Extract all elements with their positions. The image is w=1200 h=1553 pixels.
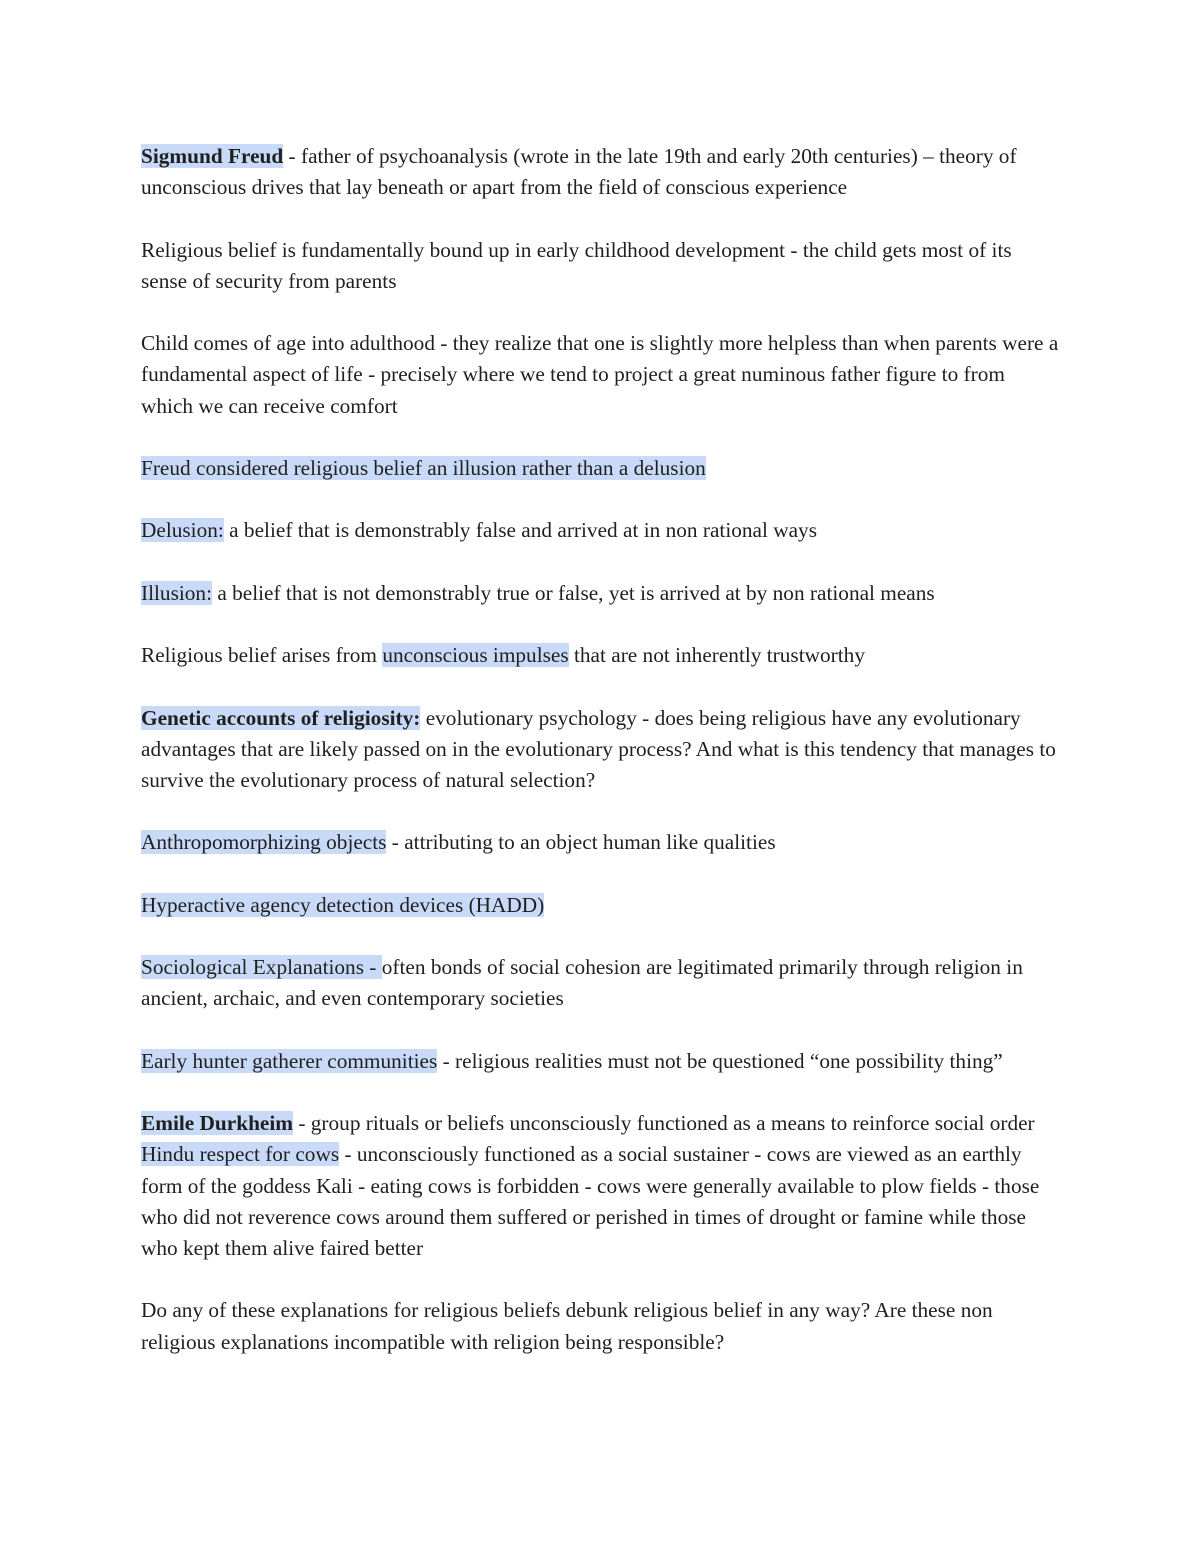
highlighted-text: Anthropomorphizing objects [141, 830, 387, 855]
body-text: Child comes of age into adulthood - they realize that one is slightly more helpless than when parents were a fundamental aspect of life - precisely where we tend to project a great numinous father figure to from which we can receive comfort [141, 331, 1059, 418]
highlighted-text: Delusion: [141, 518, 224, 543]
body-text: - group rituals or beliefs unconsciously functioned as a means to reinforce social order [293, 1111, 1035, 1136]
body-text: a belief that is demonstrably false and arrived at in non rational ways [223, 518, 817, 543]
body-text: - father of psychoanalysis (wrote in the late 19th and early 20th centuries) – theory of unconscious drives that lay beneath or apart from the field of conscious experience [141, 144, 1017, 200]
highlighted-text: Illusion: [141, 580, 212, 605]
paragraph-delusion-def [141, 515, 1061, 546]
paragraph-freud-intro [141, 141, 1061, 203]
body-text: - attributing to an object human like qualities [386, 830, 776, 855]
paragraph-closing-question [141, 1295, 1061, 1357]
body-text: evolutionary psychology - does being religious have any evolutionary advantages that are likely passed on in the evolutionary process? And what is this tendency that manages to survive the evolutionary process of natural selection? [141, 705, 1056, 792]
body-text: - unconsciously functioned as a social sustainer - cows are viewed as an earthly form of the goddess Kali - eating cows is forbidden - cows were generally available to plow fields - those who did not reverence cows around them suffered or perished in times of drought or famine while those who kept them alive faired better [141, 1142, 1040, 1260]
body-text: - religious realities must not be questioned “one possibility thing” [437, 1048, 1003, 1073]
highlighted-text: Early hunter gatherer communities [141, 1048, 438, 1073]
highlighted-text: Genetic accounts of religiosity: [141, 705, 421, 730]
paragraph-unconscious-impulses [141, 640, 1061, 671]
paragraph-durkheim [141, 1108, 1061, 1139]
paragraph-genetic-accounts [141, 703, 1061, 797]
paragraph-childhood-development [141, 235, 1061, 297]
paragraph-anthropomorphizing [141, 827, 1061, 858]
highlighted-text: Sigmund Freud [141, 144, 284, 168]
paragraph-hadd [141, 890, 1061, 921]
highlighted-text: Hindu respect for cows [141, 1142, 340, 1167]
highlighted-text: Emile Durkheim [141, 1111, 294, 1136]
highlighted-text: Hyperactive agency detection devices (HADD) [141, 892, 545, 917]
paragraph-hunter-gatherer [141, 1046, 1061, 1077]
body-text: that are not inherently trustworthy [568, 643, 865, 668]
paragraph-sociological [141, 952, 1061, 1014]
body-text: Religious belief arises from [141, 643, 383, 668]
paragraph-adulthood [141, 328, 1061, 422]
highlighted-text: Freud considered religious belief an illusion rather than a delusion [141, 455, 706, 480]
body-text: often bonds of social cohesion are legitimated primarily through religion in ancient, archaic, and even contemporary societies [141, 955, 1023, 1011]
body-text: Do any of these explanations for religious beliefs debunk religious belief in any way? Are these non religious explanations incompatible with religion being responsible? [141, 1298, 993, 1354]
body-text: a belief that is not demonstrably true or false, yet is arrived at by non rational means [212, 580, 935, 605]
paragraph-illusion-vs-delusion [141, 453, 1061, 484]
highlighted-text: unconscious impulses [382, 643, 569, 668]
highlighted-text: Sociological Explanations - [141, 955, 382, 980]
paragraph-illusion-def [141, 578, 1061, 609]
document-page [141, 141, 1061, 1389]
body-text: Religious belief is fundamentally bound up in early childhood development - the child gets most of its sense of security from parents [141, 237, 1012, 293]
paragraph-hindu-cows [141, 1139, 1061, 1264]
